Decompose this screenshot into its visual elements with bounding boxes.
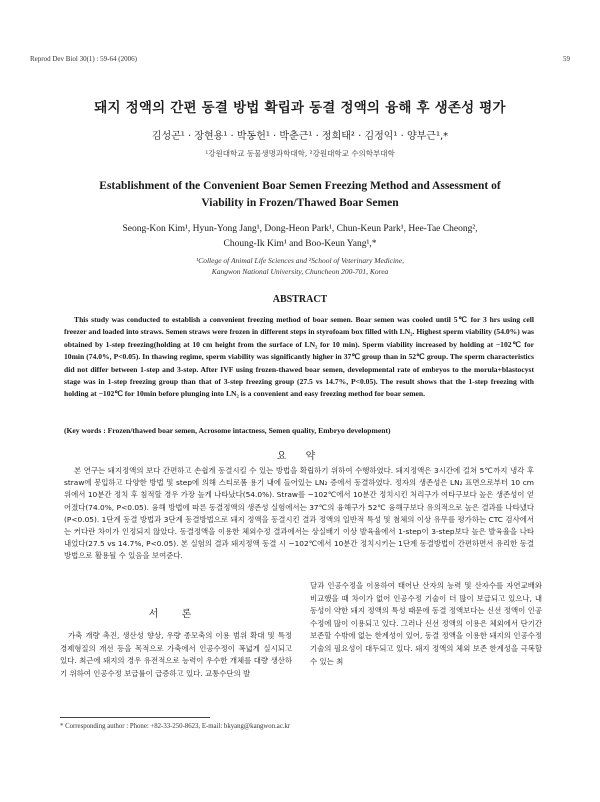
english-title-line-1: Establishment of the Convenient Boar Semen Freezing Method and Assessment of: [99, 180, 501, 192]
english-affiliation-line-2: Kangwon National University, Chuncheon 200-701, Korea: [211, 267, 389, 276]
english-affiliation-line-1: ¹College of Animal Life Sciences and ²School of Veterinary Medicine,: [195, 256, 405, 265]
english-authors-line-2: Choung-Ik Kim¹ and Boo-Keun Yang¹,*: [223, 239, 377, 249]
introduction-right-column: 달과 인공수정을 이용하여 태어난 산자의 능력 및 산자수를 자연교배와 비교했을 때 차이가 없어 인공수정 기술이 더 많이 보급되고 있으나, 내동성이 약한 돼지 정액의 특성 때문에 동결 정액보다는 신선 정액이 인공수정에 많이 이용되고 있다. 그러나 신선 정액의 이용은 체외에서 단기간 보존할 수밖에 없는 한계성이 있어, 동결 정액을 이용한 돼지의 인공수정 기술의 필요성이 대두되고 있다. 돼지 정액의 체외 보존 한계성을 극복할 수 있는 최: [310, 581, 542, 666]
introduction-left-column: 가축 개량 촉진, 생산성 향상, 우량 종모축의 이용 범위 확대 및 특정 경제형질의 개선 등을 목적으로 가축에서 인공수정이 폭넓게 실시되고 있다. 최근에 돼지의 경우 유전적으로 능력이 우수한 개체를 대량 생산하기 위하여 인공수정 보급률이 급증하고 있다. 교통수단의 발: [60, 631, 292, 678]
english-title: [30, 178, 570, 212]
page-number: 59: [563, 55, 570, 63]
english-affiliation: [30, 255, 570, 277]
korean-title: 돼지 정액의 간편 동결 방법 확립과 동결 정액의 융해 후 생존성 평가: [94, 100, 506, 116]
english-authors-line-1: Seong-Kon Kim¹, Hyun-Yong Jang¹, Dong-Heon Park¹, Chun-Keun Park¹, Hee-Tae Cheong²,: [122, 224, 478, 234]
abstract-heading: ABSTRACT: [272, 294, 328, 305]
introduction-heading: 서 론: [148, 609, 202, 620]
english-title-line-2: Viability in Frozen/Thawed Boar Semen: [201, 197, 399, 209]
footnote-divider: [60, 717, 210, 718]
korean-affiliation: ¹강원대학교 동물생명과학대학, ²강원대학교 수의학부대학: [205, 149, 395, 158]
summary-text: 본 연구는 돼지정액의 보다 간편하고 손쉽게 동결시킬 수 있는 방법을 확립하기 위하여 수행하였다. 돼지정액은 3시간에 걸쳐 5℃까지 냉각 후 straw에 봉입하고 다양한 방법 및 step에 의해 스티로폼 용기 내에 들어있는 LN₂ 증에서 동결하였다. 정자의 생존성은 LN₂ 표면으로부터 10 cm 위에서 10분간 정치 후 침적할 경우 가장 높게 나타났다(54.0%). Straw를 −102℃에서 10분간 정치시킨 처리구가 여타구보다 높은 생존성이 얻어졌다(74.0%, P<0.05). 융해 방법에 따른 동결정액의 생존성 실험에서는 37℃의 융해구가 52℃ 융해구보다 유의적으로 높은 결과를 나타냈다(P<0.05). 1단계 동결 방법과 3단계 동결방법으로 돼지 정액을 동결시킨 결과 정액의 일반적 특성 및 첨체의 이상 유무를 평가하는 CTC 검사에서는 커다란 차이가 인정되지 않았다. 동결정액을 이용한 체외수정 결과에서는 상실배기 이상 발육율에서 1-step이 3-step보다 높은 발육율을 나타내었다(27.5 vs 14.7%, P<0.05). 본 실험의 결과 돼지정액 동결 시 −102℃에서 10분간 정치시키는 1단계 동결방법이 간편하면서 유리한 동결 방법으로 활용될 수 있음을 보여준다.: [64, 466, 534, 561]
keywords: (Key words : Frozen/thawed boar semen, Acrosome intactness, Semen quality, Embryo development): [64, 426, 391, 435]
english-authors: [30, 222, 570, 252]
korean-authors: 김성곤¹ · 장현용¹ · 박동헌¹ · 박춘근¹ · 정희태² · 김정익¹ · 양부근¹,*: [151, 131, 449, 142]
journal-citation: Reprod Dev Biol 30(1) : 59-64 (2006): [30, 55, 137, 63]
summary-heading: 요 약: [276, 451, 324, 462]
corresponding-author-footnote: * Corresponding author : Phone: +82-33-250-8623, E-mail: bkyang@kangwon.ac.kr: [60, 723, 291, 730]
abstract-text: This study was conducted to establish a convenient freezing method of boar semen. Boar semen was cooled until 5℃ for 3 hrs using cell freezer and loaded into straws. Semen straws were frozen in different steps in styrofoam box filled with LN₂. Highest sperm viability (54.0%) was obtained by 1-step freezing(holding at 10 cm height from the surface of LN₂ for 10 min). Sperm viability increased by holding at −102℃ for 10min (74.0%, P<0.05). In thawing regime, sperm viability was significantly higher in 37℃ group than in 52℃ group. The sperm characteristics did not differ between 1-step and 3-step. After IVF using frozen-thawed boar semen, developmental rate of embryos to the morula+blastocyst stage was in 1-step freezing group than that of 3-step freezing group (27.5 vs 14.7%, P<0.05). The result shows that the 1-step freezing with holding at −102℃ for 10min before plunging into LN₂ is a convenient and easy freezing method for boar semen.: [64, 315, 534, 399]
